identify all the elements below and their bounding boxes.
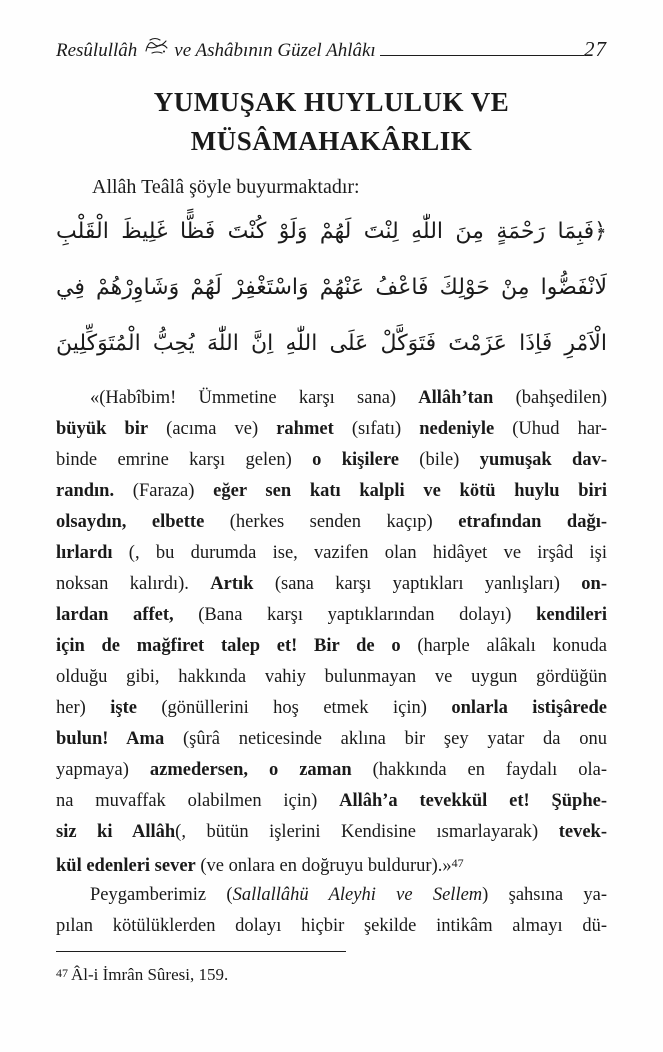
text-segment: Artık bbox=[210, 574, 254, 594]
text-segment: (hakkında en faydalı ola- bbox=[351, 760, 607, 780]
text-segment: o kişilere bbox=[312, 450, 399, 470]
closing-paragraph bbox=[56, 880, 607, 942]
text-segment: yapmaya) bbox=[56, 760, 150, 780]
text-segment: (acıma ve) bbox=[148, 419, 277, 439]
text-line bbox=[56, 786, 607, 817]
text-segment: Sallallâhü Aleyhi ve Sellem bbox=[232, 885, 483, 905]
text-segment: Peygamberimiz ( bbox=[90, 885, 233, 905]
text-segment: kendileri bbox=[536, 605, 607, 625]
text-segment: lırlardı bbox=[56, 543, 113, 563]
translation-paragraph bbox=[56, 383, 607, 879]
text-line bbox=[56, 911, 607, 942]
text-line bbox=[56, 507, 607, 538]
footnote-divider bbox=[56, 951, 346, 952]
chapter-title-line2: MÜSÂMAHAKÂRLIK bbox=[190, 126, 473, 156]
page-number: 27 bbox=[584, 37, 607, 61]
text-line bbox=[56, 817, 607, 848]
text-line bbox=[56, 631, 607, 662]
chapter-title-line1: YUMUŞAK HUYLULUK VE bbox=[153, 87, 510, 117]
intro-sentence: Allâh Teâlâ şöyle buyurmaktadır: bbox=[92, 176, 360, 198]
text-line bbox=[56, 414, 607, 445]
text-segment: için de mağfiret talep et! Bir de o bbox=[56, 636, 401, 656]
text-segment: (şûrâ neticesinde aklına bir şey yatar da onu bbox=[164, 729, 607, 749]
arabic-text: ﴿فَبِمَا رَحْمَةٍ مِنَ اللّٰهِ لِنْتَ لَهُمْ وَلَوْ كُنْتَ فَظًّا غَلِيظَ الْقَلْبِ bbox=[56, 219, 607, 244]
arabic-verse-line bbox=[56, 316, 607, 372]
book-page bbox=[56, 36, 607, 985]
text-line bbox=[56, 848, 607, 879]
chapter-title bbox=[56, 83, 607, 161]
text-segment: (Faraza) bbox=[114, 481, 214, 501]
text-segment: eğer sen katı kalpli ve kötü huylu biri bbox=[213, 481, 607, 501]
text-segment: pılan kötülüklerden dolayı hiçbir şekilde intikâm almayı dü- bbox=[56, 916, 607, 936]
text-line bbox=[56, 476, 607, 507]
text-segment: binde emrine karşı gelen) bbox=[56, 450, 313, 470]
footnote-ref-superscript: 47 bbox=[451, 856, 464, 870]
page-header bbox=[56, 36, 607, 62]
text-segment: on- bbox=[581, 574, 607, 594]
text-segment: lardan affet, bbox=[56, 605, 174, 625]
text-segment: Allâh’a tevekkül et! Şüphe- bbox=[339, 791, 607, 811]
text-line bbox=[56, 600, 607, 631]
text-line bbox=[56, 445, 607, 476]
text-line bbox=[56, 662, 607, 693]
text-line bbox=[56, 569, 607, 600]
text-segment: randın. bbox=[56, 481, 115, 501]
text-segment: kül edenleri sever bbox=[56, 856, 196, 876]
text-segment: na muvaffak olabilmen için) bbox=[56, 791, 340, 811]
running-title: Resûlullâh bbox=[56, 40, 138, 61]
arabic-text: الْاَمْرِ فَاِذَا عَزَمْتَ فَتَوَكَّلْ عَلَى اللّٰهِ اِنَّ اللّٰهَ يُحِبُّ الْمُتَوَكِّلِينَ bbox=[56, 331, 607, 356]
arabic-verse-line bbox=[56, 204, 607, 260]
text-segment: (, bu durumda ise, vazifen olan hidâyet ve irşâd işi bbox=[112, 543, 607, 563]
text-segment: (sıfatı) bbox=[333, 419, 420, 439]
text-segment: (herkes senden kaçıp) bbox=[204, 512, 459, 532]
text-segment: siz ki Allâh bbox=[56, 822, 176, 842]
text-segment: etrafından dağı- bbox=[458, 512, 607, 532]
text-segment: bulun! Ama bbox=[56, 729, 165, 749]
text-segment: işte bbox=[110, 698, 137, 718]
text-segment: olduğu gibi, hakkında vahiy bulunmayan ve uygun gördüğün bbox=[56, 667, 607, 687]
text-line bbox=[56, 693, 607, 724]
footnote-marker: 47 bbox=[56, 966, 68, 980]
text-segment: nedeniyle bbox=[419, 419, 495, 439]
text-segment: (Bana karşı yaptıklarından dolayı) bbox=[173, 605, 537, 625]
text-segment: (bile) bbox=[398, 450, 480, 470]
text-segment: (harple alâkalı konuda bbox=[400, 636, 607, 656]
text-segment: noksan kalırdı). bbox=[56, 574, 211, 594]
text-line bbox=[56, 724, 607, 755]
text-segment: azmedersen, o zaman bbox=[149, 760, 352, 780]
text-line bbox=[56, 383, 607, 414]
arabic-verse bbox=[56, 204, 607, 372]
arabic-verse-line bbox=[56, 260, 607, 316]
text-segment: (ve onlara en doğruyu buldurur).» bbox=[195, 856, 452, 876]
footnote-area bbox=[56, 951, 607, 985]
text-line bbox=[56, 880, 607, 911]
sallallahu-alayhi-wasallam-icon bbox=[144, 36, 168, 61]
text-segment: ) şahsına ya- bbox=[482, 885, 607, 905]
text-segment: tevek- bbox=[558, 822, 607, 842]
text-segment: (gönüllerini hoş etmek için) bbox=[136, 698, 452, 718]
text-line bbox=[56, 538, 607, 569]
text-segment: (, bütün işlerini Kendisine ısmarlayarak) bbox=[175, 822, 559, 842]
text-segment: olsaydın, elbette bbox=[56, 512, 205, 532]
running-title-rest: ve Ashâbının Güzel Ahlâkı bbox=[174, 40, 376, 61]
text-segment: «(Habîbim! Ümmetine karşı sana) bbox=[90, 388, 419, 408]
text-segment: büyük bir bbox=[56, 419, 149, 439]
text-segment: (bahşedilen) bbox=[493, 388, 607, 408]
footnote-reference: Âl-i İmrân Sûresi, 159. bbox=[71, 965, 229, 984]
text-segment: Allâh’tan bbox=[418, 388, 494, 408]
text-segment: rahmet bbox=[276, 419, 334, 439]
arabic-text: لَانْفَضُّوا مِنْ حَوْلِكَ فَاعْفُ عَنْهُمْ وَاسْتَغْفِرْ لَهُمْ وَشَاوِرْهُمْ فِي bbox=[56, 275, 607, 300]
text-segment: her) bbox=[56, 698, 111, 718]
text-line bbox=[56, 755, 607, 786]
text-segment: (Uhud har- bbox=[494, 419, 607, 439]
header-rule bbox=[380, 55, 584, 56]
footnote-text bbox=[56, 965, 607, 985]
text-segment: yumuşak dav- bbox=[479, 450, 607, 470]
text-segment: onlarla istişârede bbox=[451, 698, 607, 718]
text-segment: (sana karşı yaptıkları yanlışları) bbox=[253, 574, 582, 594]
